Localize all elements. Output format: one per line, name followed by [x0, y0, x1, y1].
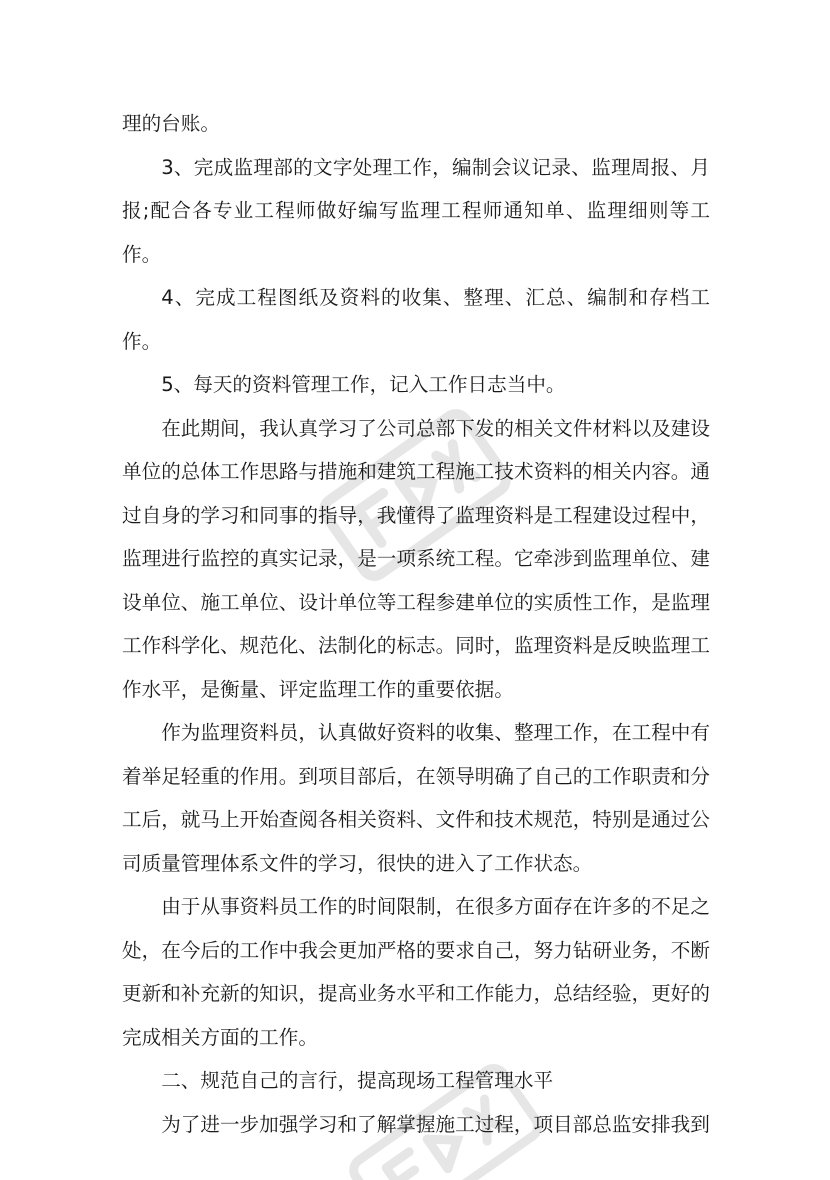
paragraph: 作为监理资料员，认真做好资料的收集、整理工作，在工程中有着举足轻重的作用。到项目部后，在领导明确了自己的工作职责和分工后，就马上开始查阅各相关资料、文件和技术规范，特别是通过公司质量管理体系文件的学习，很快的进入了工作状态。 [122, 721, 710, 875]
paragraph: 为了进一步加强学习和了解掌握施工过程，项目部总监安排我到 [161, 1112, 710, 1136]
section-heading: 二、规范自己的言行，提高现场工程管理水平 [161, 1069, 554, 1092]
document-body [122, 102, 710, 1146]
paragraph: 由于从事资料员工作的时间限制，在很多方面存在许多的不足之处，在今后的工作中我会更加严格的要求自己，努力钻研业务，不断更新和补充新的知识，提高业务水平和工作能力，总结经验，更好的完成相关方面的工作。 [122, 895, 710, 1049]
paragraph: 3、完成监理部的文字处理工作，编制会议记录、监理周报、月报;配合各专业工程师做好编写监理工程师通知单、监理细则等工作。 [122, 155, 710, 266]
paragraph: 在此期间，我认真学习了公司总部下发的相关文件材料以及建设单位的总体工作思路与措施和建筑工程施工技术资料的相关内容。通过自身的学习和同事的指导，我懂得了监理资料是工程建设过程中，监理进行监控的真实记录，是一项系统工程。它牵涉到监理单位、建设单位、施工单位、设计单位等工程参建单位的实质性工作，是监理工作科学化、规范化、法制化的标志。同时，监理资料是反映监理工作水平，是衡量、评定监理工作的重要依据。 [122, 416, 710, 701]
paragraph: 理的台账。 [122, 112, 220, 135]
paragraph: 5、每天的资料管理工作，记入工作日志当中。 [161, 373, 566, 396]
paragraph: 4、完成工程图纸及资料的收集、整理、汇总、编制和存档工作。 [122, 286, 710, 353]
